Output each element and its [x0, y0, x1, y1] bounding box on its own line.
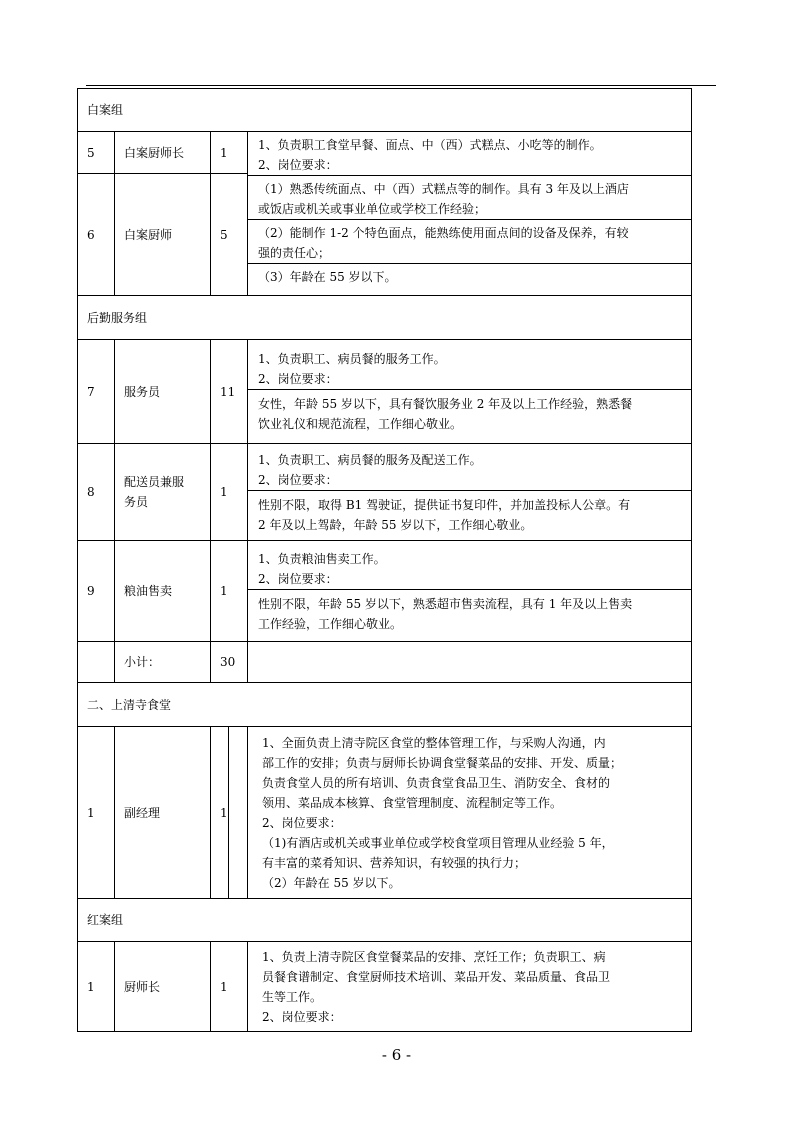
desc-line: 1、负责上清寺院区食堂餐菜品的安排、烹饪工作；负责职工、病	[262, 949, 606, 964]
staff-table	[77, 88, 692, 1032]
subtotal-row	[78, 642, 692, 683]
desc-line: 部工作的安排；负责与厨师长协调食堂餐菜品的安排、开发、质量；	[262, 755, 623, 770]
desc-line: （2）能制作 1-2 个特色面点，能熟练使用面点间的设备及保养，有较	[248, 219, 691, 243]
desc-line: 2、岗位要求：	[262, 815, 342, 830]
row-number: 1	[78, 942, 115, 1032]
duty-description	[248, 541, 692, 642]
section-title-baian: 白案组	[78, 89, 692, 132]
headcount: 11	[211, 340, 248, 444]
headcount: 1	[211, 132, 248, 174]
position-name: 白案厨师长	[115, 132, 211, 174]
desc-line: （3）年龄在 55 岁以下。	[248, 263, 691, 287]
desc-line: （1）熟悉传统面点、中（西）式糕点等的制作。具有 3 年及以上酒店	[248, 175, 691, 199]
header-rule	[86, 85, 716, 86]
position-name: 服务员	[115, 340, 211, 444]
table-row	[78, 444, 692, 541]
desc-line: 2、岗位要求：	[258, 571, 338, 586]
position-name-line: 务员	[124, 495, 149, 509]
section-row	[78, 683, 692, 727]
desc-line: （1)有酒店或机关或事业单位或学校食堂项目管理从业经验 5 年，	[262, 835, 614, 850]
position-name: 厨师长	[115, 942, 211, 1032]
page-number: - 6 -	[381, 1046, 412, 1064]
headcount: 1	[211, 444, 248, 541]
desc-line: 女性，年龄 55 岁以下，具有餐饮服务业 2 年及以上工作经验，熟悉餐	[248, 389, 691, 414]
desc-line: （2）年龄在 55 岁以下。	[262, 875, 401, 890]
desc-line: 有丰富的菜肴知识、营养知识，有较强的执行力；	[262, 855, 527, 870]
section-title-hongan: 红案组	[78, 899, 692, 942]
desc-line: 或饭店或机关或事业单位或学校工作经验；	[258, 202, 487, 216]
position-name: 粮油售卖	[115, 541, 211, 642]
desc-line: 1、负责粮油售卖工作。	[258, 551, 386, 566]
subtotal-label: 小计：	[115, 642, 211, 683]
subtotal-value: 30	[211, 642, 248, 683]
position-name: 副经理	[115, 727, 211, 899]
desc-line: 2、岗位要求：	[258, 472, 338, 487]
row-number: 9	[78, 541, 115, 642]
desc-line: 2 年及以上驾龄，年龄 55 岁以下，工作细心敬业。	[258, 517, 533, 532]
row-number: 7	[78, 340, 115, 444]
table-row	[78, 541, 692, 642]
section-row	[78, 296, 692, 340]
desc-line: 强的责任心；	[258, 246, 331, 260]
position-name	[115, 444, 211, 541]
duty-description	[248, 340, 692, 444]
desc-line: 负责食堂人员的所有培训、负责食堂食品卫生、消防安全、食材的	[262, 775, 611, 790]
duty-description	[248, 727, 692, 899]
desc-line: 2、岗位要求：	[258, 158, 338, 172]
headcount: 1	[211, 541, 248, 642]
row-number: 6	[78, 174, 115, 296]
position-name-line: 配送员兼服	[124, 475, 185, 489]
position-name: 白案厨师	[115, 174, 211, 296]
table-row	[78, 132, 692, 174]
desc-line: 性别不限，年龄 55 岁以下，熟悉超市售卖流程，具有 1 年及以上售卖	[248, 589, 691, 614]
headcount: 5	[211, 174, 248, 296]
table-row	[78, 942, 692, 1032]
duty-description	[248, 444, 692, 541]
desc-line: 饮业礼仪和规范流程，工作细心敬业。	[258, 417, 463, 431]
duty-description	[248, 132, 692, 296]
desc-line: 1、负责职工食堂早餐、面点、中（西）式糕点、小吃等的制作。	[258, 138, 602, 152]
desc-line: 员餐食谱制定、食堂厨师技术培训、菜品开发、菜品质量、食品卫	[262, 969, 611, 984]
section-row	[78, 899, 692, 942]
desc-line: 领用、菜品成本核算、食堂管理制度、流程制定等工作。	[262, 795, 563, 810]
row-number: 8	[78, 444, 115, 541]
desc-line: 2、岗位要求：	[262, 1009, 342, 1024]
section-row	[78, 89, 692, 132]
row-number: 1	[78, 727, 115, 899]
section-title-shangqing: 二、上清寺食堂	[78, 683, 692, 727]
desc-line: 性别不限，取得 B1 驾驶证，提供证书复印件，并加盖投标人公章。有	[248, 490, 691, 515]
section-title-houqin: 后勤服务组	[78, 296, 692, 340]
desc-line: 工作经验，工作细心敬业。	[258, 616, 403, 631]
desc-line: 1、负责职工、病员餐的服务工作。	[258, 352, 446, 366]
row-number: 5	[78, 132, 115, 174]
desc-line: 1、全面负责上清寺院区食堂的整体管理工作，与采购人沟通，内	[262, 735, 606, 750]
desc-line: 生等工作。	[262, 989, 323, 1004]
table-row	[78, 727, 692, 899]
desc-line: 1、负责职工、病员餐的服务及配送工作。	[258, 452, 482, 467]
headcount: 1	[211, 942, 248, 1032]
duty-description	[248, 942, 692, 1032]
table-row	[78, 340, 692, 444]
headcount: 1	[211, 727, 248, 899]
desc-line: 2、岗位要求：	[258, 372, 338, 386]
